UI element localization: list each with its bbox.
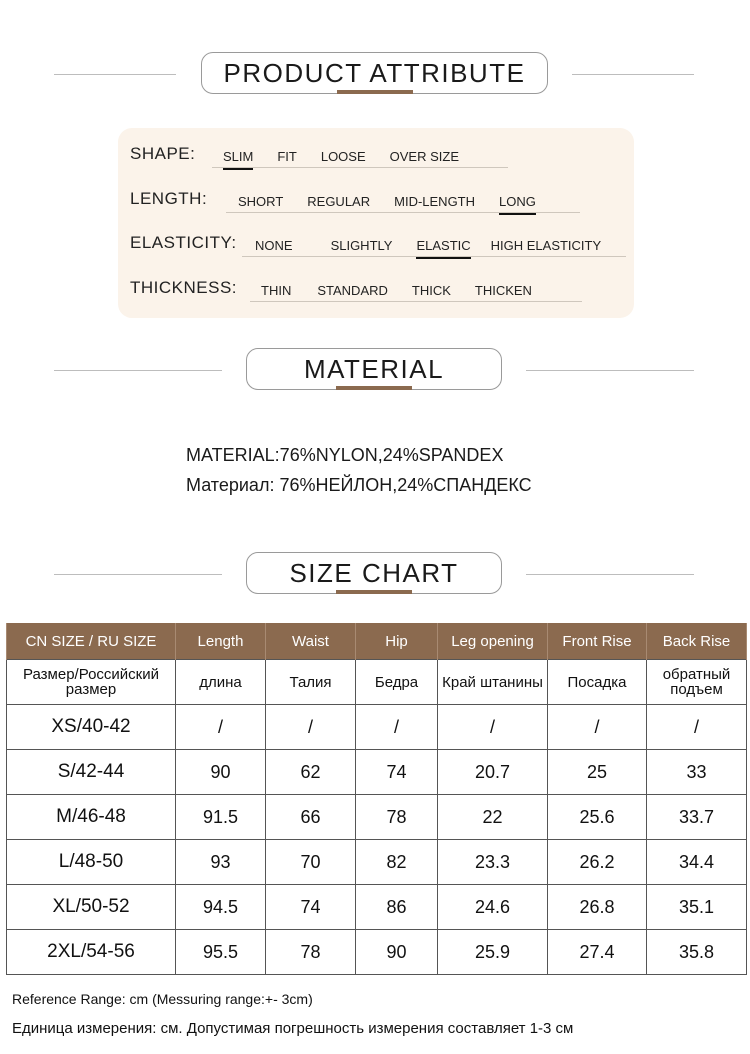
attr-label-shape: SHAPE: (130, 144, 196, 163)
table-cell: 78 (356, 795, 438, 840)
table-cell: 35.1 (647, 885, 747, 930)
table-cell: 35.8 (647, 930, 747, 975)
table-cell: 82 (356, 840, 438, 885)
material-composition-en: MATERIAL:76%NYLON,24%SPANDEX (186, 445, 504, 465)
product-attribute-title-box (201, 52, 548, 94)
table-row (7, 750, 747, 795)
attribute-panel (118, 128, 634, 318)
attr-label-length: LENGTH: (130, 189, 208, 208)
table-row (7, 885, 747, 930)
attr-label-elasticity: ELASTICITY: (130, 233, 237, 252)
attr-label-thickness: THICKNESS: (130, 278, 238, 297)
table-cell: 94.5 (176, 885, 266, 930)
table-cell: 26.8 (548, 885, 647, 930)
header-waist: Waist (266, 623, 356, 660)
ru-header-front-rise: Посадка (548, 660, 647, 705)
attr-option-slightly: SLIGHTLY (330, 238, 393, 253)
table-cell: 34.4 (647, 840, 747, 885)
material-title: MATERIAL (303, 353, 445, 384)
header-leg-opening: Leg opening (438, 623, 548, 660)
attr-option-thin: THIN (261, 283, 292, 298)
attr-option-thicken: THICKEN (474, 283, 532, 298)
table-cell: 20.7 (438, 750, 548, 795)
size-chart-title-box (246, 552, 502, 594)
header-length: Length (176, 623, 266, 660)
attr-option-slim: SLIM (223, 149, 254, 164)
attr-option-fit: FIT (277, 149, 297, 164)
reference-range-note-en: Reference Range: cm (Messuring range:+- 3cm) (12, 991, 313, 1007)
material-header (0, 348, 750, 394)
table-row (7, 840, 747, 885)
table-cell: 90 (176, 750, 266, 795)
table-cell: 24.6 (438, 885, 548, 930)
ru-header-hip: Бедра (356, 660, 438, 705)
table-cell: S/42-44 (7, 750, 176, 795)
material-composition-ru: Материал: 76%НЕЙЛОН,24%СПАНДЕКС (186, 475, 532, 495)
attr-option-over-size: OVER SIZE (389, 149, 459, 164)
table-cell: 93 (176, 840, 266, 885)
table-cell: L/48-50 (7, 840, 176, 885)
table-row (7, 705, 747, 750)
table-cell: 90 (356, 930, 438, 975)
table-cell: 78 (266, 930, 356, 975)
ru-header-leg-opening: Край штанины (438, 660, 548, 705)
table-cell: 95.5 (176, 930, 266, 975)
table-cell: 70 (266, 840, 356, 885)
table-cell: M/46-48 (7, 795, 176, 840)
table-cell: 23.3 (438, 840, 548, 885)
table-cell: 2XL/54-56 (7, 930, 176, 975)
ru-header-waist: Талия (266, 660, 356, 705)
header-hip: Hip (356, 623, 438, 660)
table-cell: 91.5 (176, 795, 266, 840)
table-row (7, 795, 747, 840)
table-cell: 25 (548, 750, 647, 795)
attr-option-elastic: ELASTIC (416, 238, 471, 253)
table-cell: XL/50-52 (7, 885, 176, 930)
attr-option-regular: REGULAR (307, 194, 371, 209)
table-cell: 62 (266, 750, 356, 795)
header-front-rise: Front Rise (548, 623, 647, 660)
table-cell: / (438, 705, 548, 750)
product-attribute-title: PRODUCT ATTRIBUTE (223, 57, 526, 88)
table-cell: 86 (356, 885, 438, 930)
table-cell: / (356, 705, 438, 750)
header-cn-ru-size: CN SIZE / RU SIZE (7, 623, 176, 660)
table-cell: 26.2 (548, 840, 647, 885)
table-cell: 22 (438, 795, 548, 840)
size-chart-title: SIZE CHART (289, 557, 459, 588)
table-cell: 74 (356, 750, 438, 795)
attr-option-mid-length: MID-LENGTH (394, 194, 476, 209)
attr-option-short: SHORT (238, 194, 284, 209)
product-attribute-header (0, 52, 750, 98)
size-chart-table (6, 623, 747, 975)
header-back-rise: Back Rise (647, 623, 747, 660)
table-cell: / (647, 705, 747, 750)
table-ru-header-row (7, 660, 747, 705)
table-cell: 74 (266, 885, 356, 930)
attr-option-none: NONE (255, 238, 293, 253)
attr-option-long: LONG (499, 194, 536, 209)
table-cell: / (266, 705, 356, 750)
size-chart-header (0, 552, 750, 598)
material-title-box (246, 348, 502, 390)
table-cell: 27.4 (548, 930, 647, 975)
table-cell: XS/40-42 (7, 705, 176, 750)
table-cell: 25.9 (438, 930, 548, 975)
attr-option-loose: LOOSE (320, 149, 366, 164)
table-row (7, 930, 747, 975)
attr-option-thick: THICK (411, 283, 451, 298)
table-cell: / (548, 705, 647, 750)
table-cell: 66 (266, 795, 356, 840)
attr-option-high-elasticity: HIGH ELASTICITY (490, 238, 602, 253)
table-cell: 33.7 (647, 795, 747, 840)
table-cell: 33 (647, 750, 747, 795)
table-cell: / (176, 705, 266, 750)
reference-range-note-ru: Единица измерения: см. Допустимая погрешность измерения составляет 1-3 см (12, 1020, 574, 1037)
ru-header-back-rise: обратный подъем (647, 660, 747, 705)
ru-header-length: длина (176, 660, 266, 705)
ru-header-size: Размер/Российский размер (7, 660, 176, 705)
attr-option-standard: STANDARD (317, 283, 388, 298)
table-header-row (7, 623, 747, 660)
table-cell: 25.6 (548, 795, 647, 840)
